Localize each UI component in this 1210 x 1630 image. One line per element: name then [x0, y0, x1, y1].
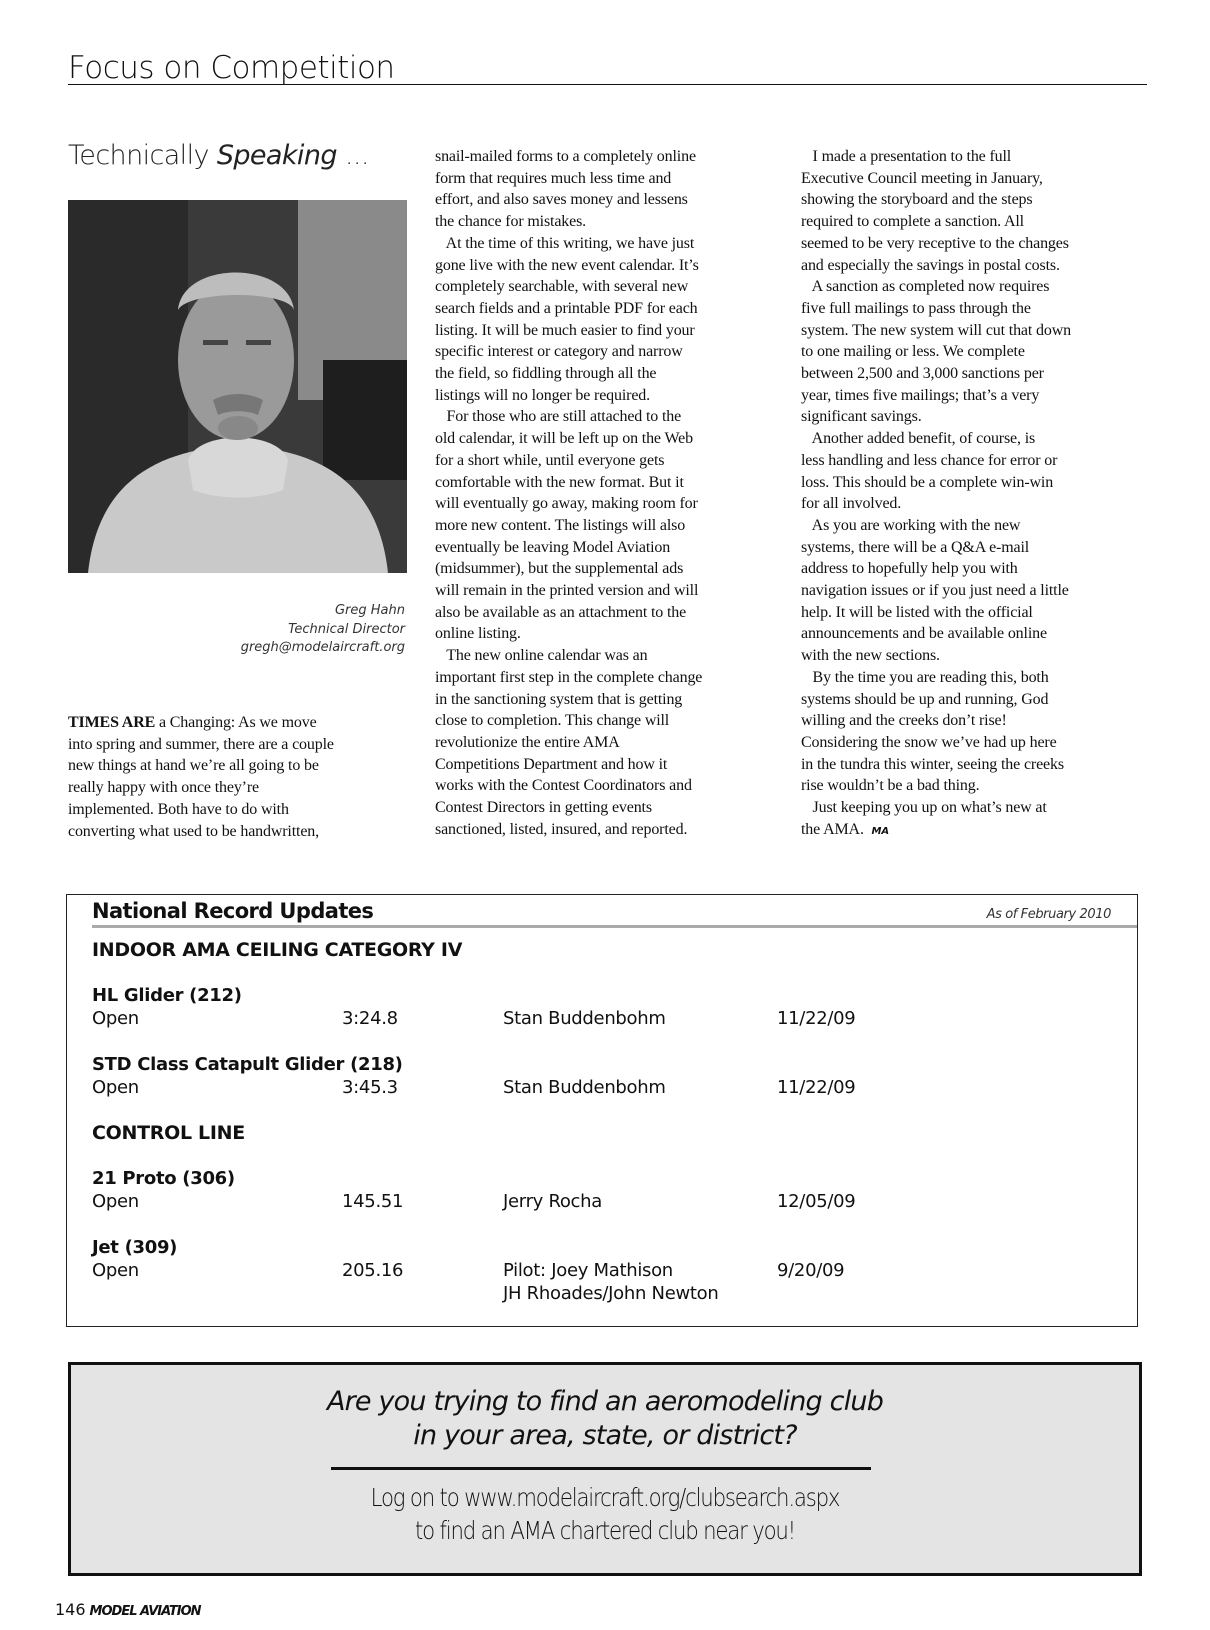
records-category: INDOOR AMA CEILING CATEGORY IV: [92, 939, 463, 961]
records-as-of: As of February 2010: [986, 907, 1111, 922]
record-event-name: HL Glider (212): [92, 985, 242, 1006]
club-ad-link[interactable]: Log on to www.modelaircraft.org/clubsearch.aspx: [370, 1483, 840, 1512]
club-ad-cta: [151, 1481, 1059, 1547]
record-class: Open: [92, 1260, 139, 1281]
record-date: 9/20/09: [777, 1260, 845, 1281]
section-title: Focus on Competition: [68, 50, 395, 86]
national-record-updates-box: [66, 894, 1138, 1327]
record-value: 145.51: [342, 1191, 404, 1212]
records-title: National Record Updates: [92, 899, 374, 923]
record-date: 11/22/09: [777, 1077, 856, 1098]
article-text-1: a Changing: As we move into spring and summer, there are a couple new things at hand we’re all going to be really happy with once they’re implemented. Both have to do with converting what used to be handwritten,: [68, 714, 334, 840]
record-holder: Jerry Rocha: [503, 1191, 602, 1212]
article-text-3: I made a presentation to the full Executive Council meeting in January, showing the storyboard and the steps required to complete a sanction. All seemed to be very receptive to the changes and especially the savings in postal costs. A sanction as completed now requires five full mailings to pass through the system. The new system will cut that down to one mailing or less. We complete between 2,500 and 3,000 sanctions per year, times five mailings; that’s a very significant savings. Another added benefit, of course, is less handling and less chance for error or loss. This should be a complete win-win for all involved. As you are working with the new systems, there will be a Q&A e-mail address to hopefully help you with navigation issues or if you just need a little help. It will be listed with the official announcements and be available online with the new sections. By the time you are reading this, both systems should be up and running, God willing and the creeks don’t rise! Considering the snow we’ve had up here in the tundra this winter, seeing the creeks rise wouldn’t be a bad thing. Just keeping you up on what’s new at the AMA.: [801, 148, 1071, 838]
club-ad-question: [71, 1385, 1139, 1453]
club-ad-divider: [331, 1467, 871, 1470]
article-column-1: [68, 712, 334, 842]
article-column-3: [801, 146, 1071, 843]
photo-caption: [150, 602, 405, 658]
page-footer: [55, 1600, 201, 1619]
club-search-ad: [68, 1362, 1142, 1576]
record-holder-secondary: JH Rhoades/John Newton: [503, 1283, 719, 1304]
record-value: 205.16: [342, 1260, 404, 1281]
club-ad-cta-line-2: to find an AMA chartered club near you!: [414, 1516, 796, 1545]
record-event-name: STD Class Catapult Glider (218): [92, 1054, 403, 1075]
records-title-rule: [92, 925, 1137, 928]
record-event-name: Jet (309): [92, 1237, 178, 1258]
record-holder: Stan Buddenbohm: [503, 1008, 666, 1029]
record-date: 11/22/09: [777, 1008, 856, 1029]
record-class: Open: [92, 1191, 139, 1212]
records-category: CONTROL LINE: [92, 1122, 245, 1144]
page-number: 146: [55, 1600, 86, 1619]
column-title-plain: Technically: [68, 140, 217, 171]
record-event-name: 21 Proto (306): [92, 1168, 235, 1189]
magazine-logo: MODEL AVIATION: [89, 1604, 201, 1619]
record-holder: Stan Buddenbohm: [503, 1077, 666, 1098]
record-class: Open: [92, 1008, 139, 1029]
record-value: 3:24.8: [342, 1008, 398, 1029]
column-title-italic: Speaking: [216, 140, 337, 171]
end-mark: MA: [871, 825, 889, 837]
caption-role: Technical Director: [288, 621, 405, 637]
club-ad-question-line-1: Are you trying to find an aeromodeling club: [326, 1386, 884, 1417]
caption-email[interactable]: gregh@modelaircraft.org: [240, 640, 405, 655]
column-title-suffix: ...: [336, 140, 369, 171]
record-value: 3:45.3: [342, 1077, 398, 1098]
section-rule: [68, 84, 1147, 85]
caption-name: Greg Hahn: [334, 603, 405, 618]
club-ad-question-line-2: in your area, state, or district?: [413, 1420, 797, 1451]
record-holder: Pilot: Joey Mathison: [503, 1260, 673, 1281]
record-class: Open: [92, 1077, 139, 1098]
column-title: [68, 140, 369, 171]
article-column-2: snail-mailed forms to a completely online form that requires much less time and effort, and also saves money and lessens the chance for mistakes. At the time of this writing, we have just gone live with the new event calendar. It’s completely searchable, with several new search fields and a printable PDF for each listing. It will be much easier to find your specific interest or category and narrow the field, so fiddling through all the listings will no longer be required. For those who are still attached to the old calendar, it will be left up on the Web for a short while, until everyone gets comfortable with the new format. But it will eventually go away, making room for more new content. The listings will also eventually be leaving Model Aviation (midsummer), but the supplemental ads will remain in the printed version and will also be available as an attachment to the online listing. The new online calendar was an important first step in the complete change in the sanctioning system that is getting close to completion. This change will revolutionize the entire AMA Competitions Department and how it works with the Contest Coordinators and Contest Directors in getting events sanctioned, listed, insured, and reported.: [435, 148, 703, 838]
article-lead-in: TIMES ARE: [68, 714, 156, 731]
author-photo: [68, 200, 407, 573]
record-date: 12/05/09: [777, 1191, 856, 1212]
